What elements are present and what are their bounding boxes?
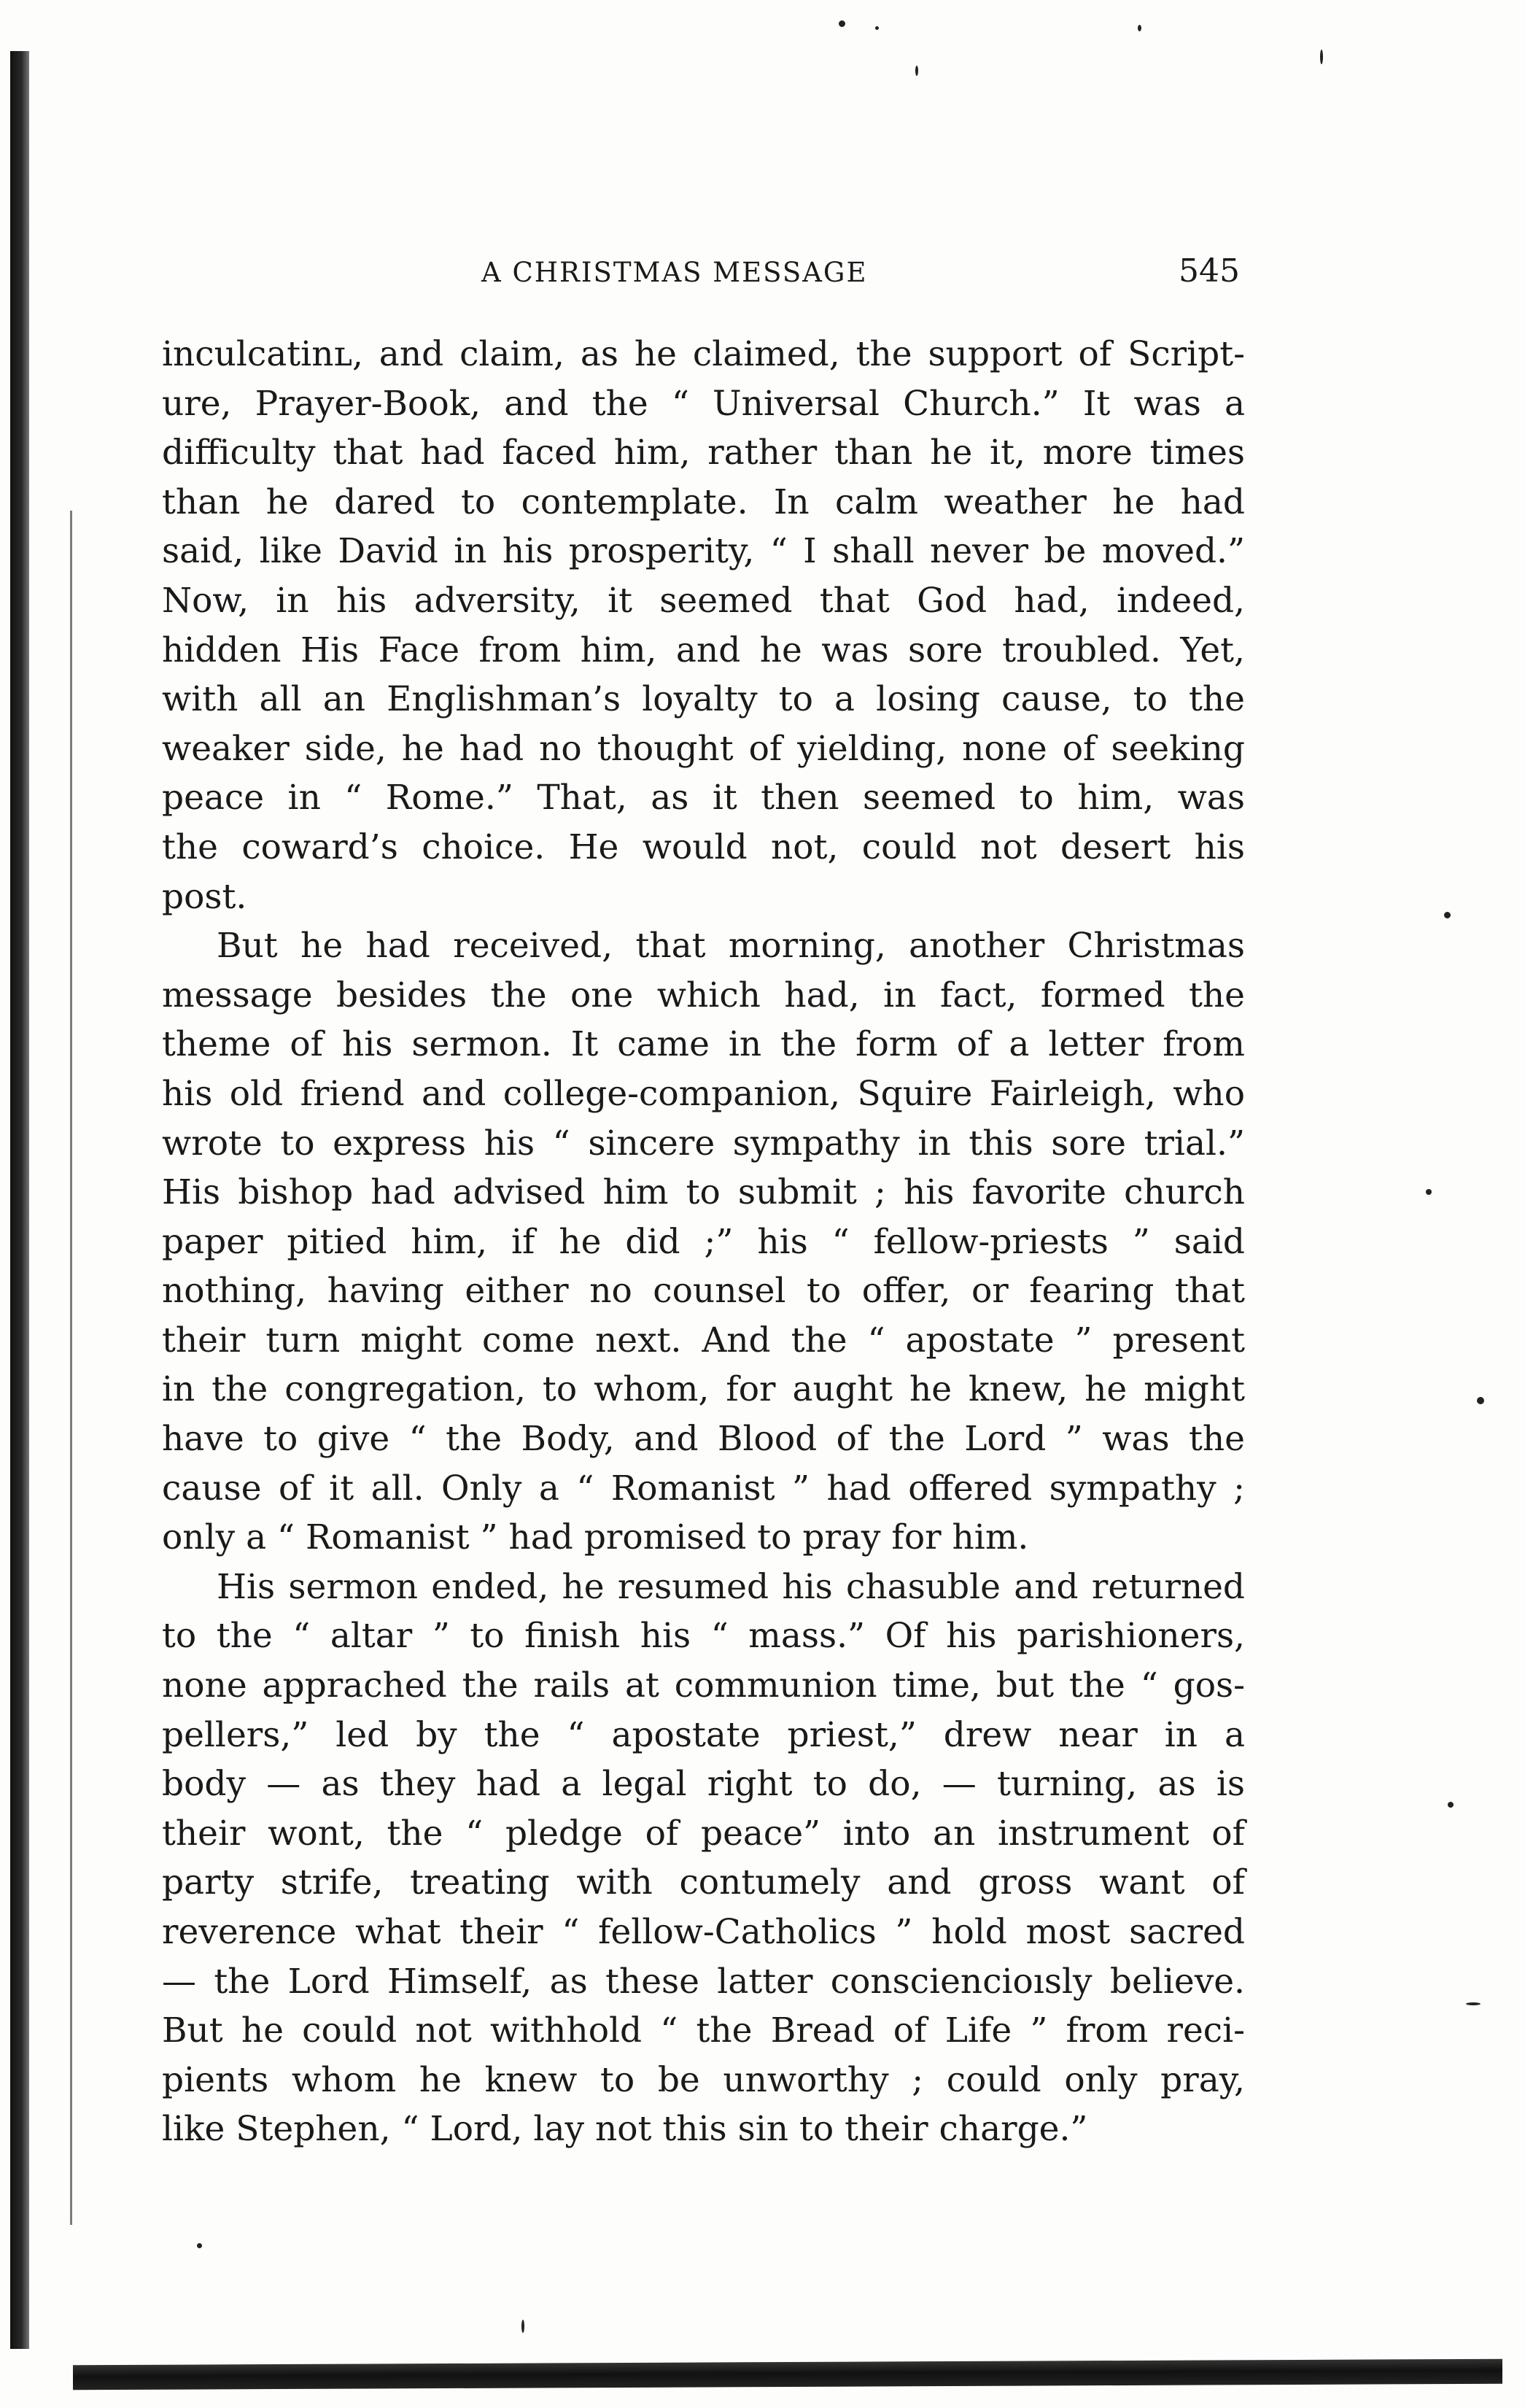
text-line: message besides the one which had, in fact, formed the <box>162 975 1245 1015</box>
paragraph-1 <box>162 330 1245 921</box>
paragraph-3 <box>162 1563 1245 2154</box>
scan-speck <box>1448 1802 1454 1808</box>
page-number: 545 <box>1179 252 1240 290</box>
text-line: nothing, having either no counsel to offer, or fearing that <box>162 1271 1245 1312</box>
text-line: only a “ Romanist ” had promised to pray for him. <box>162 1517 1029 1558</box>
text-line: their wont, the “ pledge of peace” into an instrument of <box>162 1813 1245 1854</box>
binding-shadow <box>10 51 29 2349</box>
text-line: hidden His Face from him, and he was sore troubled. Yet, <box>162 630 1245 670</box>
text-line: pellers,” led by the “ apostate priest,” drew near in a <box>162 1714 1245 1755</box>
text-line: paper pitied him, if he did ;” his “ fellow-priests ” said <box>162 1221 1245 1262</box>
text-line: in the congregation, to whom, for aught he knew, he might <box>162 1369 1245 1410</box>
text-line: pients whom he knew to be unworthy ; could only pray, <box>162 2059 1245 2100</box>
scan-speck <box>1466 2002 1481 2005</box>
running-head <box>168 252 1240 301</box>
text-line: party strife, treating with contumely and gross want of <box>162 1862 1245 1903</box>
scan-speck <box>1138 25 1141 31</box>
running-title: A CHRISTMAS MESSAGE <box>481 257 868 288</box>
text-line: than he dared to contemplate. In calm weather he had <box>162 481 1245 522</box>
body-text <box>162 330 1245 2154</box>
text-line: His sermon ended, he resumed his chasuble and returned <box>217 1566 1245 1607</box>
text-line: post. <box>162 876 247 917</box>
scan-speck <box>1444 912 1451 918</box>
scan-speck <box>1477 1397 1484 1404</box>
text-line: His bishop had advised him to submit ; his favorite church <box>162 1172 1245 1213</box>
text-line: theme of his sermon. It came in the form of a letter from <box>162 1024 1245 1065</box>
text-line: wrote to express his “ sincere sympathy in this sore trial.” <box>162 1123 1245 1164</box>
text-line: to the “ altar ” to finish his “ mass.” Of his parishioners, <box>162 1616 1245 1657</box>
margin-line <box>70 511 72 2225</box>
text-line: his old friend and college-companion, Squire Fairleigh, who <box>162 1073 1245 1114</box>
text-line: none apprached the rails at communion time, but the “ gos- <box>162 1665 1245 1706</box>
scan-speck <box>915 66 918 76</box>
text-line: have to give “ the Body, and Blood of the Lord ” was the <box>162 1419 1245 1460</box>
text-line: Now, in his adversity, it seemed that God had, indeed, <box>162 580 1245 621</box>
text-line: ure, Prayer-Book, and the “ Universal Church.” It was a <box>162 383 1245 424</box>
text-line: peace in “ Rome.” That, as it then seemed to him, was <box>162 778 1245 818</box>
text-line: But he could not withhold “ the Bread of Life ” from reci- <box>162 2010 1245 2051</box>
scan-speck <box>197 2243 202 2248</box>
text-line: reverence what their “ fellow-Catholics ” hold most sacred <box>162 1912 1245 1952</box>
scan-speck <box>1426 1189 1432 1195</box>
text-line: with all an Englishman’s loyalty to a losing cause, to the <box>162 679 1245 720</box>
text-line: weaker side, he had no thought of yielding, none of seeking <box>162 728 1245 769</box>
text-line: difficulty that had faced him, rather than he it, more times <box>162 433 1245 473</box>
bottom-scan-edge <box>73 2359 1502 2390</box>
text-line: body — as they had a legal right to do, — turning, as is <box>162 1764 1245 1805</box>
scan-speck <box>521 2320 524 2333</box>
scan-speck <box>1320 50 1323 64</box>
text-line: the coward’s choice. He would not, could not desert his <box>162 826 1245 867</box>
text-line: — the Lord Himself, as these latter consciencioısly believe. <box>162 1961 1245 2002</box>
text-line: inculcatinʟ, and claim, as he claimed, the support of Script- <box>162 334 1245 374</box>
paragraph-2 <box>162 921 1245 1563</box>
scan-speck <box>839 20 845 27</box>
text-line: their turn might come next. And the “ apostate ” present <box>162 1320 1245 1360</box>
text-line: cause of it all. Only a “ Romanist ” had offered sympathy ; <box>162 1468 1245 1509</box>
text-line: like Stephen, “ Lord, lay not this sin to their charge.” <box>162 2109 1088 2150</box>
text-line: said, like David in his prosperity, “ I shall never be moved.” <box>162 531 1245 572</box>
scan-speck <box>875 26 879 30</box>
text-line: But he had received, that morning, another Christmas <box>217 926 1245 967</box>
